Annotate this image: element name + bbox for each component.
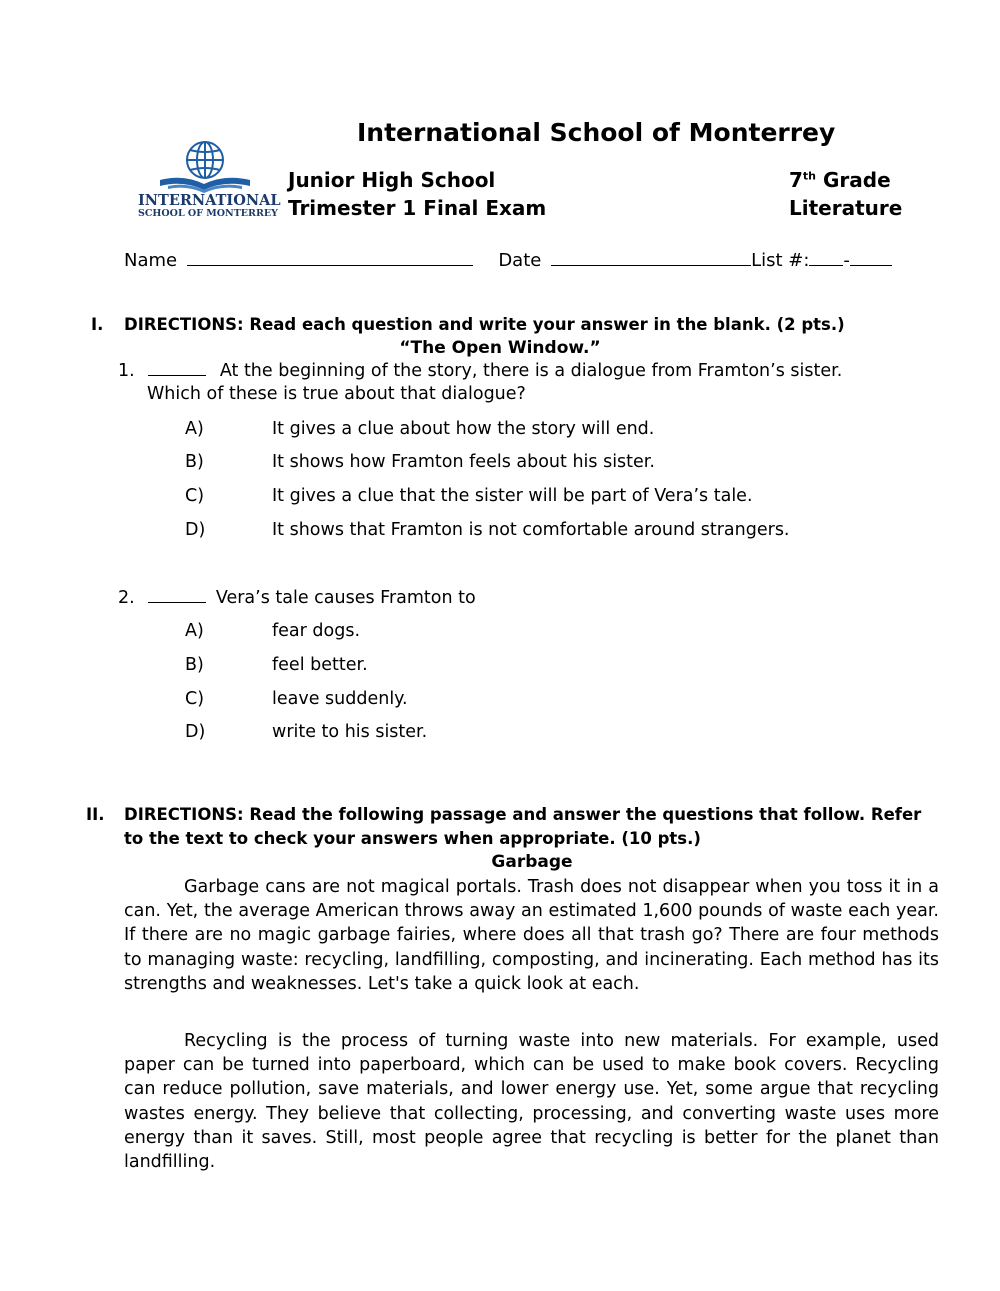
option-text: It gives a clue that the sister will be part of Vera’s tale. [272, 486, 753, 506]
name-blank[interactable] [187, 251, 473, 266]
list-blank-2[interactable] [850, 251, 892, 266]
option-text: fear dogs. [272, 621, 361, 641]
student-info-fields: Name Date List #: - [124, 250, 892, 271]
list-label: List #: [751, 250, 810, 271]
passage-paragraph-2: Recycling is the process of turning waste into new materials. For example, used paper can be turned into paperboard, which can be used to make book covers. Recycling can reduce pollution, save materials, and lower energy use. Yet, some argue that recycling wastes energy. They believe that collecting, processing, and converting waste uses more energy than it saves. Still, most people agree that recycling is better for the planet than landfilling. [124, 1031, 939, 1173]
option-letter: A) [185, 621, 204, 641]
logo-text-line1: INTERNATIONAL [138, 192, 281, 209]
section1-numeral: I. [91, 315, 104, 334]
question-text: Vera’s tale causes Framton to [215, 588, 476, 608]
grade-word: Grade [822, 168, 891, 192]
option-letter: D) [185, 520, 206, 540]
section2-directions-line1: DIRECTIONS: Read the following passage and answer the questions that follow. Refer [124, 805, 922, 824]
school-logo [138, 140, 281, 222]
option-letter: B) [185, 655, 204, 675]
question-1-line2: Which of these is true about that dialogue? [147, 384, 526, 404]
school-title: International School of Monterrey [357, 118, 836, 147]
grade-number: 7 [789, 168, 803, 192]
list-blank-1[interactable] [809, 251, 843, 266]
name-label: Name [124, 250, 178, 271]
question-number: 1. [118, 361, 135, 381]
section1-directions: DIRECTIONS: Read each question and write your answer in the blank. (2 pts.) [124, 315, 845, 334]
option-letter: C) [185, 689, 205, 709]
question-number: 2. [118, 588, 135, 608]
division-label: Junior High School [288, 168, 496, 192]
option-letter: B) [185, 452, 204, 472]
option-letter: A) [185, 419, 204, 439]
option-letter: C) [185, 486, 205, 506]
option-text: It shows how Framton feels about his sister. [272, 452, 655, 472]
option-letter: D) [185, 722, 206, 742]
date-blank[interactable] [551, 251, 751, 266]
section2-numeral: II. [86, 805, 105, 824]
exam-label: Trimester 1 Final Exam [288, 196, 547, 220]
subject-label: Literature [789, 196, 903, 220]
date-label: Date [498, 250, 542, 271]
option-text: feel better. [272, 655, 368, 675]
option-text: leave suddenly. [272, 689, 408, 709]
section2-directions-line2: to the text to check your answers when appropriate. (10 pts.) [124, 829, 701, 848]
question-1 [118, 361, 842, 381]
option-text: It shows that Framton is not comfortable around strangers. [272, 520, 790, 540]
grade-suffix: th [802, 169, 817, 183]
question-2 [118, 588, 476, 608]
answer-blank-2[interactable] [148, 588, 206, 603]
option-text: It gives a clue about how the story will end. [272, 419, 655, 439]
passage-paragraph-1: Garbage cans are not magical portals. Trash does not disappear when you toss it in a can. Yet, the average American throws away an estimated 1,600 pounds of waste each year. If there are no magic garbage fairies, where does all that trash go? There are four methods to managing waste: recycling, landfilling, composting, and incinerating. Each method has its strengths and weaknesses. Let's take a quick look at each. [124, 877, 939, 994]
story-title: “The Open Window.” [399, 338, 601, 358]
passage-title: Garbage [491, 852, 573, 872]
question-text: At the beginning of the story, there is a dialogue from Framton’s sister. [219, 361, 843, 381]
option-text: write to his sister. [272, 722, 428, 742]
answer-blank-1[interactable] [148, 361, 206, 376]
logo-text-line2: SCHOOL OF MONTERREY [138, 208, 278, 219]
grade-label [789, 168, 891, 192]
